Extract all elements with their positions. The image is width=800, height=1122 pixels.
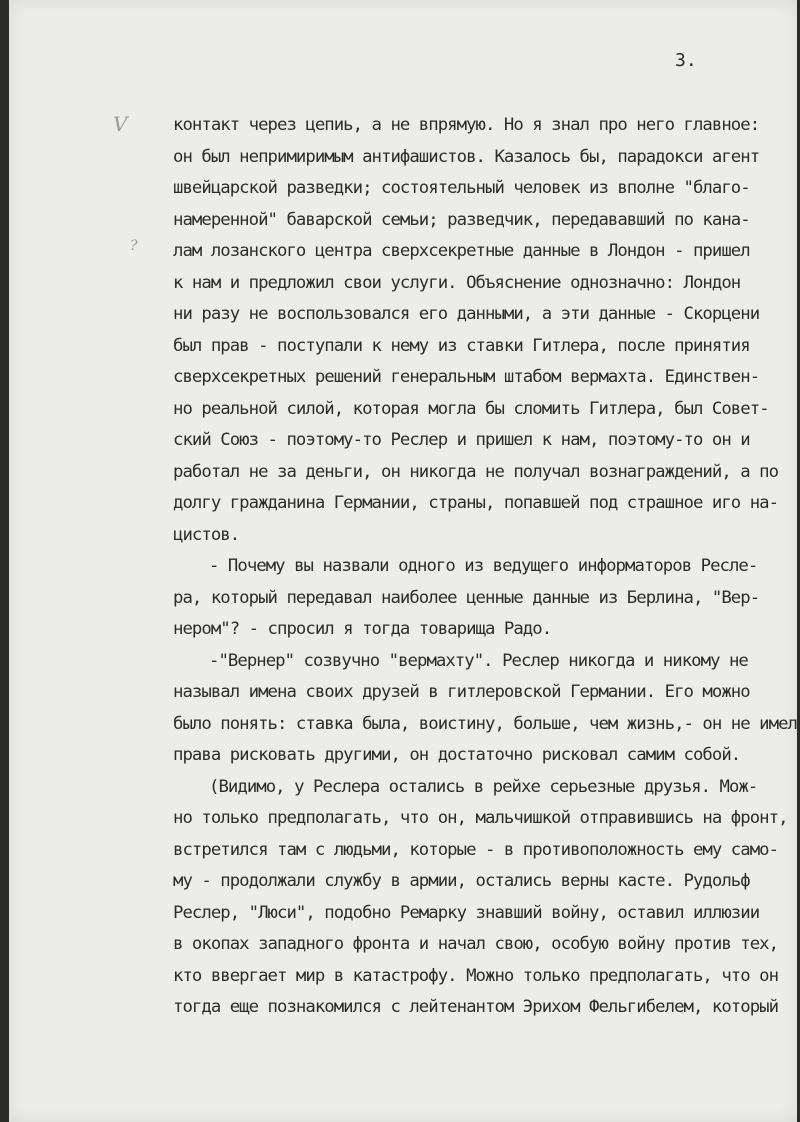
margin-pencil-mark: ? <box>130 238 138 254</box>
text-line: ра, который передавал наиболее ценные данные из Берлина, "Вер- <box>173 587 760 608</box>
text-line: Реслер, "Люси", подобно Ремарку знавший войну, оставил иллюзии <box>173 902 760 923</box>
text-line: швейцарской разведки; состоятельный человек из вполне "благо- <box>173 178 750 198</box>
text-line: в окопах западного фронта и начал свою, особую войну против тех, <box>173 934 779 954</box>
text-line: права рисковать другими, он достаточно рисковал самим собой. <box>173 745 741 765</box>
text-line: но только предполагать, что он, мальчишкой отправившись на фронт, <box>173 808 788 828</box>
text-line: кто ввергает мир в катастрофу. Можно только предполагать, что он <box>173 965 779 986</box>
text-line: долгу гражданина Германии, страны, попавшей под страшное иго на- <box>173 493 779 513</box>
text-line: тогда еще познакомился с лейтенантом Эрихом Фельгибелем, который <box>173 997 779 1017</box>
text-line: он был непримиримым антифашистов. Казалось бы, парадокси агент <box>173 146 760 167</box>
text-line: лам лозанского центра сверхсекретные данные в Лондон - пришел <box>173 241 750 261</box>
text-line: - Почему вы назвали одного из ведущего информаторов Реслe- <box>209 556 758 576</box>
text-line: было понять: ставка была, воистину, больше, чем жизнь,- он не имел <box>173 713 797 734</box>
text-line: -"Вернер" созвучно "вермахту". Реслер никогда и никому не <box>209 650 748 671</box>
text-line: был прав - поступали к нему из ставки Гитлера, после принятия <box>173 335 750 356</box>
text-line: нером"? - спросил я тогда товарища Радо. <box>173 619 552 639</box>
text-line: му - продолжали службу в армии, остались верны касте. Рудольф <box>173 871 750 891</box>
text-line: к нам и предложил свои услуги. Объяснение однозначно: Лондон <box>173 272 741 293</box>
text-line: встретился там с людьми, которые - в противоположность ему само- <box>173 839 779 860</box>
text-line: цистов. <box>173 524 240 545</box>
text-line: работал не за деньги, он никогда не получал вознаграждений, а по <box>173 461 779 482</box>
text-line: контакт через цепиь, а не впрямую. Но я знал про него главное: <box>173 115 760 135</box>
text-line: ский Союз - поэтому-то Реслер и пришел к нам, поэтому-то он и <box>173 430 750 450</box>
text-line: но реальной силой, которая могла бы сломить Гитлера, был Совет- <box>173 398 769 419</box>
document-page <box>9 0 797 1122</box>
text-line: сверхсекретных решений генеральным штабом вермахта. Единствен- <box>173 367 760 387</box>
text-line: (Видимо, у Реслера остались в рейхе серьезные друзья. Мож- <box>209 776 758 797</box>
margin-checkmark: V <box>113 112 128 136</box>
typewritten-body-text <box>173 110 800 1024</box>
text-line: намеренной" баварской семьи; разведчик, передававший по кана- <box>173 209 750 230</box>
page-number: 3. <box>675 50 697 71</box>
text-line: называл имена своих друзей в гитлеровской Германии. Его можно <box>173 682 750 702</box>
text-line: ни разу не воспользовался его данными, а эти данные - Скорцени <box>173 304 760 324</box>
